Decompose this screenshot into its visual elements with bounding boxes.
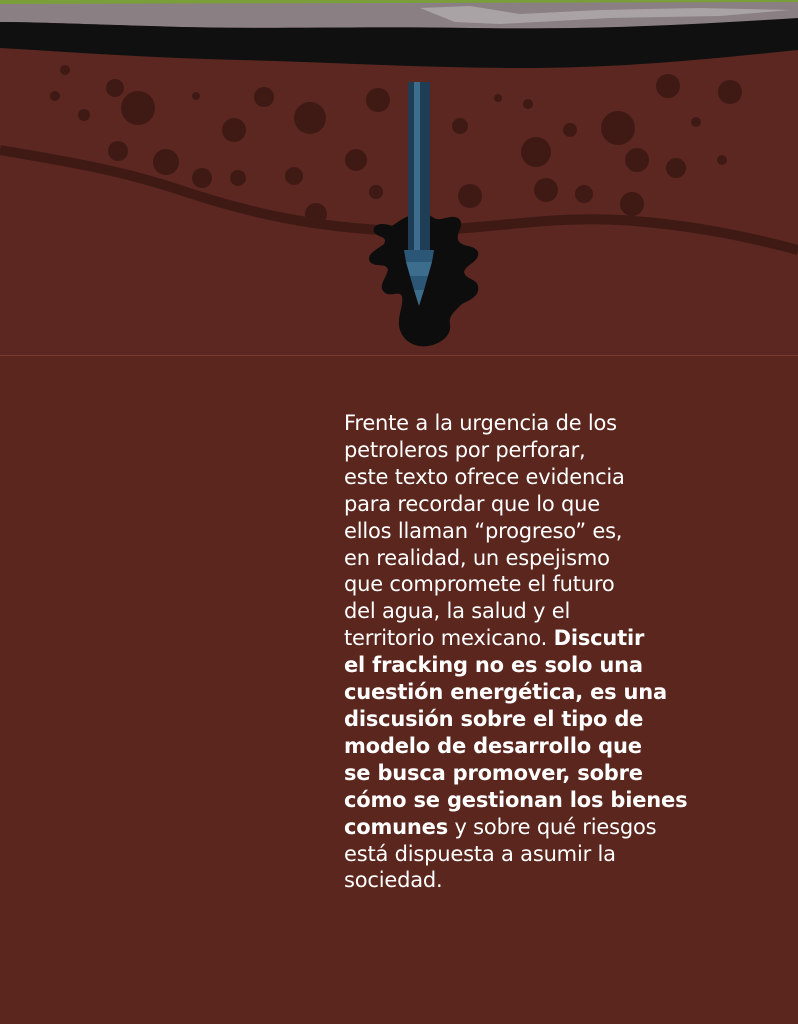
text-line-bold: se busca promover, sobre [344,760,643,785]
body-paragraph [344,410,764,894]
text-line: que compromete el futuro [344,572,615,597]
text-line-bold: cuestión energética, es una [344,680,668,705]
text-line: comunes y sobre qué riesgos [344,814,657,839]
text-line: está dispuesta a asumir la [344,841,616,866]
text-line: en realidad, un espejismo [344,545,610,570]
text-line-bold: cómo se gestionan los bienes [344,787,688,812]
text-line: del agua, la salud y el [344,599,571,624]
text-line: sociedad. [344,868,443,893]
text-line: ellos llaman “progreso” es, [344,518,623,543]
text-line: territorio mexicano. Discutir [344,626,645,651]
text-line: este texto ofrece evidencia [344,464,625,489]
text-line: para recordar que lo que [344,491,600,516]
text-line: Frente a la urgencia de los [344,411,617,435]
text-line-bold: discusión sobre el tipo de [344,706,644,731]
bold-text: Discutir [553,626,645,651]
drill-pipe-highlight [414,82,420,252]
text-line-bold: el fracking no es solo una [344,653,643,678]
bold-text: comunes [344,814,448,839]
text-line-bold: modelo de desarrollo que [344,733,642,758]
soil-drilling-illustration [0,0,798,356]
text-line: petroleros por perforar, [344,437,586,462]
